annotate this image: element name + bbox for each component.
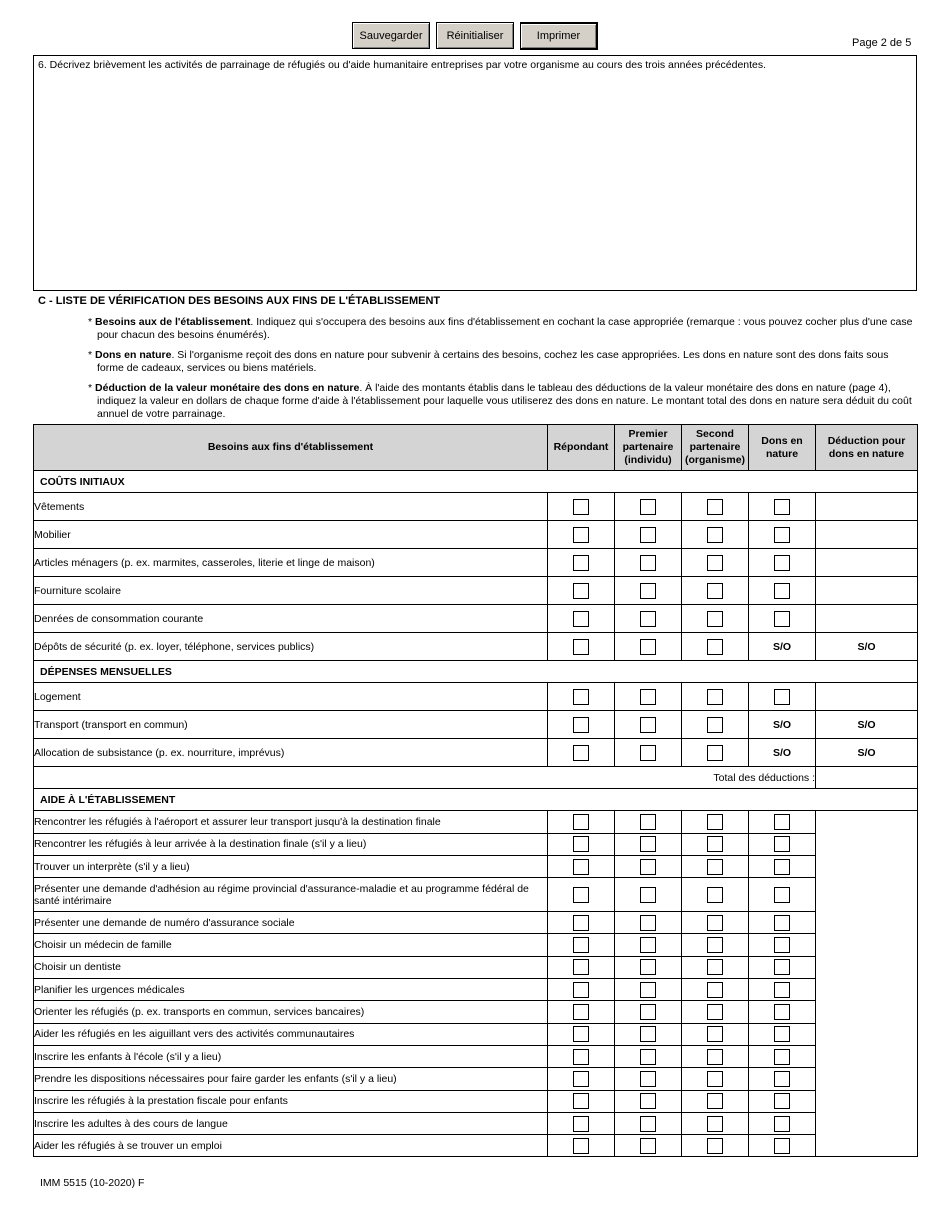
table-row — [34, 683, 918, 711]
second-partner-checkbox[interactable] — [707, 1138, 723, 1154]
table-row — [34, 1001, 918, 1023]
need-label: Dépôts de sécurité (p. ex. loyer, téléphone, services publics) — [34, 633, 548, 661]
in-kind-checkbox[interactable] — [774, 1116, 790, 1132]
respondent-checkbox[interactable] — [573, 527, 589, 543]
deduction-field[interactable] — [816, 521, 918, 549]
first-partner-checkbox[interactable] — [640, 859, 656, 875]
table-row — [34, 1112, 918, 1134]
first-partner-checkbox[interactable] — [640, 1093, 656, 1109]
need-label: Aider les réfugiés à se trouver un emploi — [34, 1135, 548, 1157]
deduction-field[interactable] — [816, 577, 918, 605]
respondent-checkbox[interactable] — [573, 982, 589, 998]
deduction-field[interactable] — [816, 549, 918, 577]
in-kind-checkbox[interactable] — [774, 982, 790, 998]
first-partner-checkbox[interactable] — [640, 1138, 656, 1154]
need-label: Orienter les réfugiés (p. ex. transports en commun, services bancaires) — [34, 1001, 548, 1023]
header-in-kind: Dons en nature — [749, 425, 816, 471]
section-c-title: C - LISTE DE VÉRIFICATION DES BESOINS AUX FINS DE L'ÉTABLISSEMENT — [38, 295, 441, 307]
in-kind-checkbox[interactable] — [774, 1049, 790, 1065]
respondent-checkbox[interactable] — [573, 555, 589, 571]
respondent-checkbox[interactable] — [573, 1004, 589, 1020]
respondent-checkbox[interactable] — [573, 639, 589, 655]
note-deduction: * Déduction de la valeur monétaire des dons en nature. À l'aide des montants établis dans le tableau des déductions de la valeur monétaire des dons en nature (page 4), indiquez la valeur en dollars de chaque forme d'aide à l'établissement pour laquelle vous utiliserez des dons en nature. Le montant total des dons en nature sera déduit du coût annuel de votre parrainage. — [88, 382, 912, 420]
need-label: Transport (transport en commun) — [34, 711, 548, 739]
first-partner-checkbox[interactable] — [640, 499, 656, 515]
first-partner-checkbox[interactable] — [640, 1071, 656, 1087]
respondent-checkbox[interactable] — [573, 915, 589, 931]
print-button[interactable]: Imprimer — [520, 22, 598, 50]
respondent-checkbox[interactable] — [573, 859, 589, 875]
in-kind-checkbox[interactable] — [774, 1093, 790, 1109]
note-in-kind: * Dons en nature. Si l'organisme reçoit des dons en nature pour subvenir à certains des besoins, cochez les case appropriées. Les dons en nature sont des dons faits sous forme de cadeaux, services ou biens matériels. — [88, 349, 889, 374]
table-row — [34, 878, 918, 912]
respondent-checkbox[interactable] — [573, 583, 589, 599]
first-partner-checkbox[interactable] — [640, 639, 656, 655]
question-6-field[interactable] — [33, 55, 917, 291]
table-row — [34, 811, 918, 833]
need-label: Planifier les urgences médicales — [34, 979, 548, 1001]
need-label: Mobilier — [34, 521, 548, 549]
first-partner-checkbox[interactable] — [640, 555, 656, 571]
first-partner-checkbox[interactable] — [640, 1116, 656, 1132]
respondent-checkbox[interactable] — [573, 1049, 589, 1065]
first-partner-checkbox[interactable] — [640, 937, 656, 953]
second-partner-checkbox[interactable] — [707, 717, 723, 733]
first-partner-checkbox[interactable] — [640, 527, 656, 543]
in-kind-checkbox[interactable] — [774, 527, 790, 543]
need-label: Rencontrer les réfugiés à l'aéroport et assurer leur transport jusqu'à la destination finale — [34, 811, 548, 833]
second-partner-checkbox[interactable] — [707, 499, 723, 515]
need-label: Choisir un dentiste — [34, 956, 548, 978]
respondent-checkbox[interactable] — [573, 814, 589, 830]
header-second-partner: Second partenaire (organisme) — [682, 425, 749, 471]
header-deduction: Déduction pour dons en nature — [816, 425, 918, 471]
first-partner-checkbox[interactable] — [640, 717, 656, 733]
header-need: Besoins aux fins d'établissement — [34, 425, 548, 471]
table-row — [34, 1090, 918, 1112]
second-partner-checkbox[interactable] — [707, 1093, 723, 1109]
in-kind-checkbox[interactable] — [774, 859, 790, 875]
in-kind-checkbox[interactable] — [774, 1026, 790, 1042]
deduction-blank — [816, 811, 918, 1157]
need-label: Trouver un interprète (s'il y a lieu) — [34, 855, 548, 877]
first-partner-checkbox[interactable] — [640, 1026, 656, 1042]
first-partner-checkbox[interactable] — [640, 1004, 656, 1020]
table-row — [34, 521, 918, 549]
total-deductions-field[interactable] — [816, 767, 918, 789]
table-row — [34, 549, 918, 577]
not-applicable: S/O — [749, 633, 816, 661]
second-partner-checkbox[interactable] — [707, 859, 723, 875]
need-label: Vêtements — [34, 493, 548, 521]
table-row — [34, 912, 918, 934]
total-deductions-label: Total des déductions : — [34, 767, 816, 789]
need-label: Allocation de subsistance (p. ex. nourriture, imprévus) — [34, 739, 548, 767]
first-partner-checkbox[interactable] — [640, 1049, 656, 1065]
first-partner-checkbox[interactable] — [640, 836, 656, 852]
second-partner-checkbox[interactable] — [707, 583, 723, 599]
second-partner-checkbox[interactable] — [707, 887, 723, 903]
note-settlement-needs: * Besoins aux de l'établissement. Indiquez qui s'occupera des besoins aux fins d'établissement en cochant la case appropriée (remarque : vous pouvez cocher plus d'une case pour chacun des besoins énumérés). — [88, 316, 913, 341]
first-partner-checkbox[interactable] — [640, 583, 656, 599]
table-row — [34, 605, 918, 633]
table-row — [34, 493, 918, 521]
second-partner-checkbox[interactable] — [707, 982, 723, 998]
need-label: Choisir un médecin de famille — [34, 934, 548, 956]
in-kind-checkbox[interactable] — [774, 887, 790, 903]
table-row — [34, 577, 918, 605]
first-partner-checkbox[interactable] — [640, 959, 656, 975]
second-partner-checkbox[interactable] — [707, 1071, 723, 1087]
second-partner-checkbox[interactable] — [707, 814, 723, 830]
respondent-checkbox[interactable] — [573, 689, 589, 705]
table-row — [34, 1068, 918, 1090]
respondent-checkbox[interactable] — [573, 959, 589, 975]
need-label: Inscrire les enfants à l'école (s'il y a lieu) — [34, 1045, 548, 1067]
in-kind-checkbox[interactable] — [774, 1071, 790, 1087]
not-applicable: S/O — [816, 711, 918, 739]
reset-button[interactable]: Réinitialiser — [436, 22, 514, 49]
category-initial-costs: COÛTS INITIAUX — [34, 471, 918, 493]
table-row — [34, 633, 918, 661]
header-first-partner: Premier partenaire (individu) — [615, 425, 682, 471]
respondent-checkbox[interactable] — [573, 499, 589, 515]
first-partner-checkbox[interactable] — [640, 689, 656, 705]
deduction-field[interactable] — [816, 683, 918, 711]
first-partner-checkbox[interactable] — [640, 982, 656, 998]
second-partner-checkbox[interactable] — [707, 639, 723, 655]
category-monthly-expenses: DÉPENSES MENSUELLES — [34, 661, 918, 683]
not-applicable: S/O — [749, 739, 816, 767]
second-partner-checkbox[interactable] — [707, 1026, 723, 1042]
need-label: Inscrire les adultes à des cours de langue — [34, 1112, 548, 1134]
second-partner-checkbox[interactable] — [707, 836, 723, 852]
respondent-checkbox[interactable] — [573, 1071, 589, 1087]
in-kind-checkbox[interactable] — [774, 959, 790, 975]
second-partner-checkbox[interactable] — [707, 527, 723, 543]
need-label: Inscrire les réfugiés à la prestation fiscale pour enfants — [34, 1090, 548, 1112]
question-6-label: 6. Décrivez brièvement les activités de parrainage de réfugiés ou d'aide humanitaire entreprises par votre organisme au cours des trois années précédentes. — [38, 59, 767, 71]
respondent-checkbox[interactable] — [573, 717, 589, 733]
in-kind-checkbox[interactable] — [774, 1004, 790, 1020]
not-applicable: S/O — [816, 633, 918, 661]
need-label: Rencontrer les réfugiés à leur arrivée à la destination finale (s'il y a lieu) — [34, 833, 548, 855]
in-kind-checkbox[interactable] — [774, 583, 790, 599]
toolbar — [352, 22, 598, 50]
respondent-checkbox[interactable] — [573, 836, 589, 852]
in-kind-checkbox[interactable] — [774, 499, 790, 515]
in-kind-checkbox[interactable] — [774, 689, 790, 705]
second-partner-checkbox[interactable] — [707, 745, 723, 761]
settlement-needs-table — [33, 424, 918, 1157]
second-partner-checkbox[interactable] — [707, 611, 723, 627]
second-partner-checkbox[interactable] — [707, 689, 723, 705]
first-partner-checkbox[interactable] — [640, 915, 656, 931]
category-settlement-help: AIDE À L'ÉTABLISSEMENT — [34, 789, 918, 811]
second-partner-checkbox[interactable] — [707, 959, 723, 975]
in-kind-checkbox[interactable] — [774, 836, 790, 852]
in-kind-checkbox[interactable] — [774, 814, 790, 830]
respondent-checkbox[interactable] — [573, 611, 589, 627]
in-kind-checkbox[interactable] — [774, 1138, 790, 1154]
in-kind-checkbox[interactable] — [774, 611, 790, 627]
deduction-field[interactable] — [816, 605, 918, 633]
table-row — [34, 1023, 918, 1045]
respondent-checkbox[interactable] — [573, 1116, 589, 1132]
need-label: Logement — [34, 683, 548, 711]
respondent-checkbox[interactable] — [573, 1138, 589, 1154]
second-partner-checkbox[interactable] — [707, 915, 723, 931]
in-kind-checkbox[interactable] — [774, 937, 790, 953]
respondent-checkbox[interactable] — [573, 1026, 589, 1042]
need-label: Prendre les dispositions nécessaires pour faire garder les enfants (s'il y a lieu) — [34, 1068, 548, 1090]
respondent-checkbox[interactable] — [573, 1093, 589, 1109]
in-kind-checkbox[interactable] — [774, 915, 790, 931]
first-partner-checkbox[interactable] — [640, 611, 656, 627]
need-label: Denrées de consommation courante — [34, 605, 548, 633]
table-row — [34, 956, 918, 978]
deduction-field[interactable] — [816, 493, 918, 521]
second-partner-checkbox[interactable] — [707, 1049, 723, 1065]
not-applicable: S/O — [749, 711, 816, 739]
table-row — [34, 934, 918, 956]
first-partner-checkbox[interactable] — [640, 887, 656, 903]
second-partner-checkbox[interactable] — [707, 555, 723, 571]
save-button[interactable]: Sauvegarder — [352, 22, 430, 49]
section-c-notes — [88, 316, 918, 428]
table-row — [34, 979, 918, 1001]
table-row — [34, 739, 918, 767]
respondent-checkbox[interactable] — [573, 937, 589, 953]
respondent-checkbox[interactable] — [573, 887, 589, 903]
table-row — [34, 1135, 918, 1157]
first-partner-checkbox[interactable] — [640, 814, 656, 830]
first-partner-checkbox[interactable] — [640, 745, 656, 761]
need-label: Présenter une demande d'adhésion au régime provincial d'assurance-maladie et au programme fédéral de santé intérimaire — [34, 878, 548, 912]
need-label: Présenter une demande de numéro d'assurance sociale — [34, 912, 548, 934]
table-row — [34, 711, 918, 739]
need-label: Fourniture scolaire — [34, 577, 548, 605]
in-kind-checkbox[interactable] — [774, 555, 790, 571]
form-id: IMM 5515 (10-2020) F — [40, 1177, 145, 1189]
table-row — [34, 833, 918, 855]
second-partner-checkbox[interactable] — [707, 1004, 723, 1020]
header-respondent: Répondant — [548, 425, 615, 471]
not-applicable: S/O — [816, 739, 918, 767]
respondent-checkbox[interactable] — [573, 745, 589, 761]
need-label: Aider les réfugiés en les aiguillant vers des activités communautaires — [34, 1023, 548, 1045]
table-row — [34, 1045, 918, 1067]
need-label: Articles ménagers (p. ex. marmites, casseroles, literie et linge de maison) — [34, 549, 548, 577]
page-number: Page 2 de 5 — [852, 37, 912, 49]
second-partner-checkbox[interactable] — [707, 1116, 723, 1132]
second-partner-checkbox[interactable] — [707, 937, 723, 953]
table-row — [34, 855, 918, 877]
